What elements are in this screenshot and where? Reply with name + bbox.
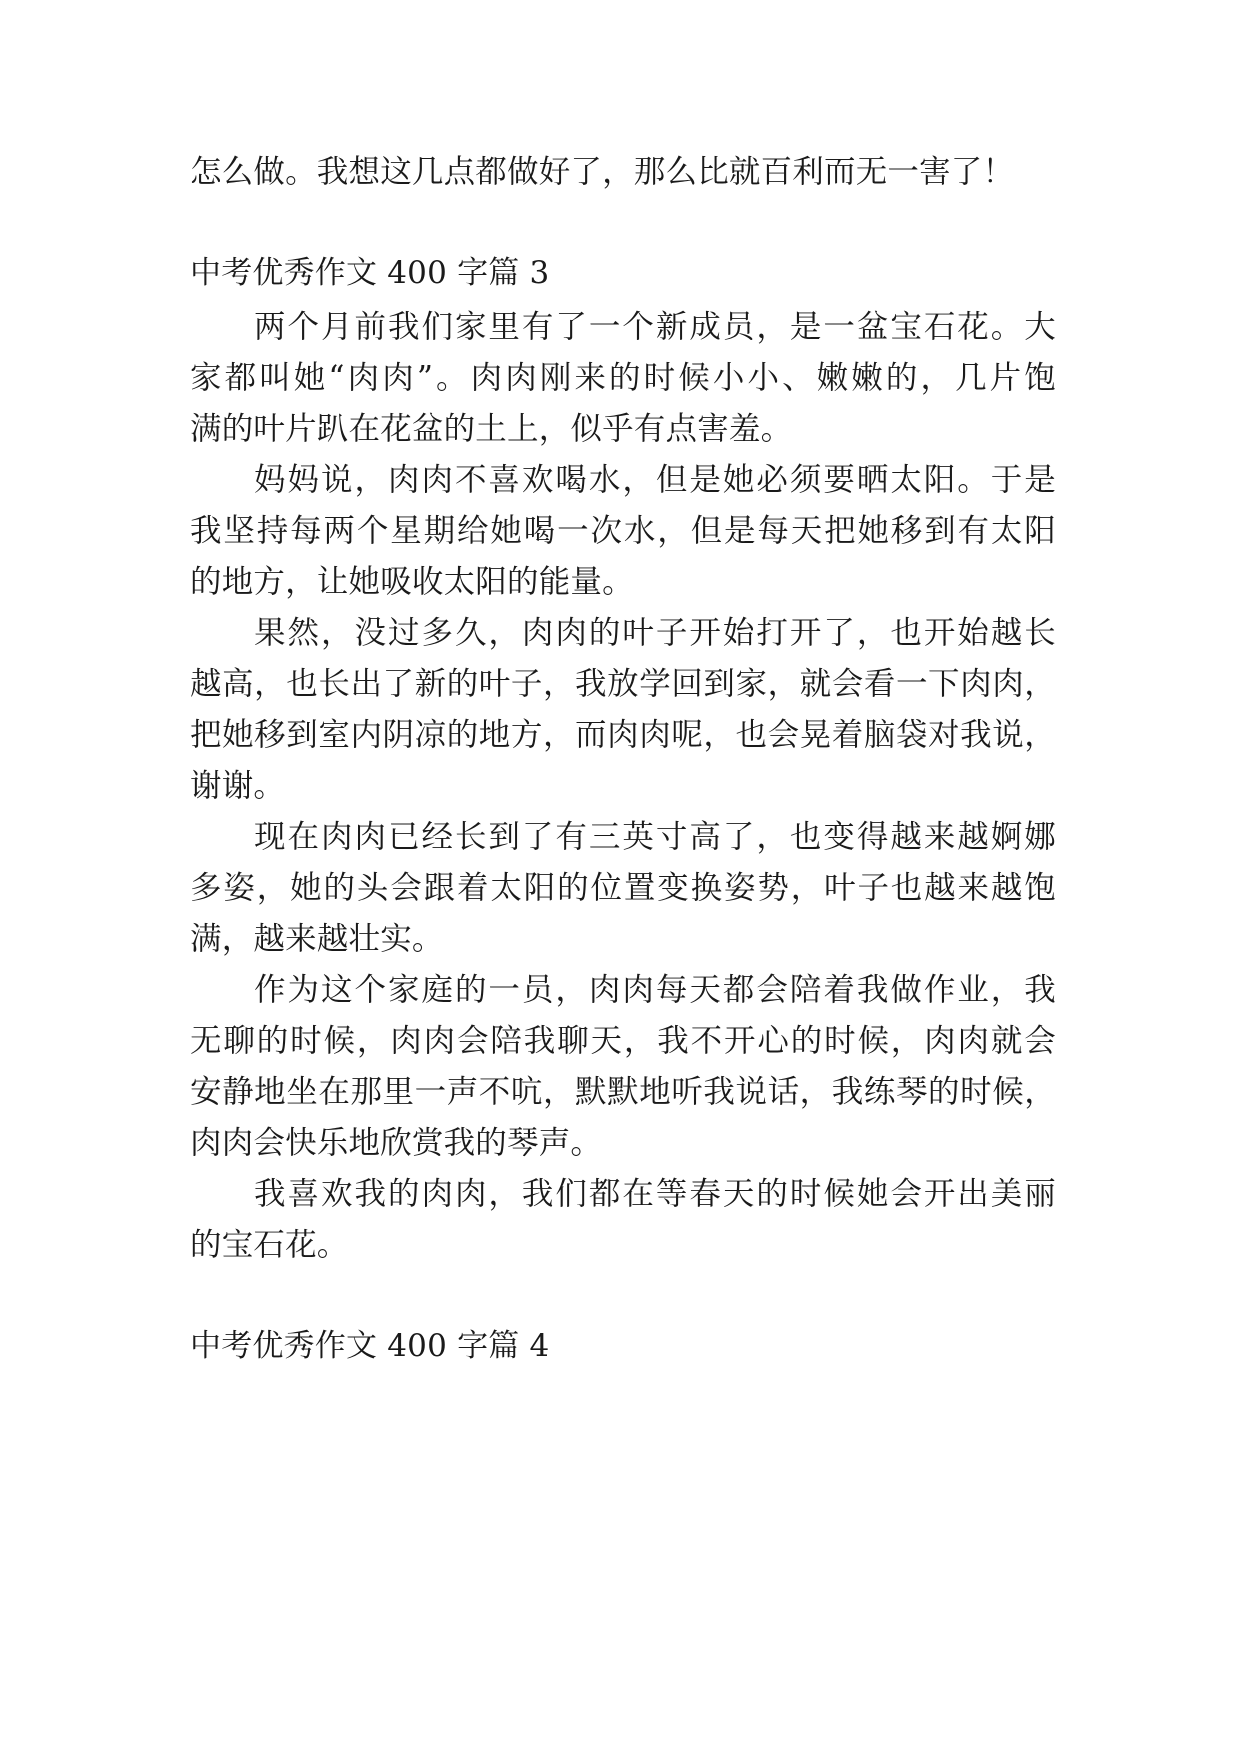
section-4-heading: 中考优秀作文 400 字篇 4 — [190, 1328, 550, 1364]
paragraph-2-line-3: 的地方，让她吸收太阳的能量。 — [190, 564, 634, 600]
paragraph-5-line-4: 肉肉会快乐地欣赏我的琴声。 — [190, 1125, 603, 1161]
carry-over-line: 怎么做。我想这几点都做好了，那么比就百利而无一害了！ — [190, 154, 1015, 190]
paragraph-5-line-3: 安静地坐在那里一声不吭，默默地听我说话，我练琴的时候， — [190, 1074, 1056, 1110]
paragraph-3-line-1: 果然，没过多久，肉肉的叶子开始打开了，也开始越长 — [254, 615, 1056, 651]
paragraph-6-line-2: 的宝石花。 — [190, 1227, 349, 1263]
paragraph-3-line-3: 把她移到室内阴凉的地方，而肉肉呢，也会晃着脑袋对我说， — [190, 717, 1056, 753]
paragraph-4-line-3: 满，越来越壮实。 — [190, 921, 444, 957]
paragraph-3-line-2: 越高，也长出了新的叶子，我放学回到家，就会看一下肉肉， — [190, 666, 1056, 702]
paragraph-4-line-2: 多姿，她的头会跟着太阳的位置变换姿势，叶子也越来越饱 — [190, 870, 1056, 906]
paragraph-2-line-1: 妈妈说，肉肉不喜欢喝水，但是她必须要晒太阳。于是 — [254, 462, 1056, 498]
section-3-heading: 中考优秀作文 400 字篇 3 — [190, 255, 550, 291]
paragraph-1-line-2: 家都叫她“肉肉”。肉肉刚来的时候小小、嫩嫩的，几片饱 — [190, 360, 1056, 396]
paragraph-5-line-1: 作为这个家庭的一员，肉肉每天都会陪着我做作业，我 — [254, 972, 1056, 1008]
paragraph-5-line-2: 无聊的时候，肉肉会陪我聊天，我不开心的时候，肉肉就会 — [190, 1023, 1056, 1059]
paragraph-1-line-3: 满的叶片趴在花盆的土上，似乎有点害羞。 — [190, 411, 793, 447]
paragraph-4-line-1: 现在肉肉已经长到了有三英寸高了，也变得越来越婀娜 — [254, 819, 1056, 855]
paragraph-2-line-2: 我坚持每两个星期给她喝一次水，但是每天把她移到有太阳 — [190, 513, 1056, 549]
paragraph-3-line-4: 谢谢。 — [190, 768, 286, 804]
paragraph-1-line-1: 两个月前我们家里有了一个新成员，是一盆宝石花。大 — [254, 309, 1056, 345]
paragraph-6-line-1: 我喜欢我的肉肉，我们都在等春天的时候她会开出美丽 — [254, 1176, 1056, 1212]
